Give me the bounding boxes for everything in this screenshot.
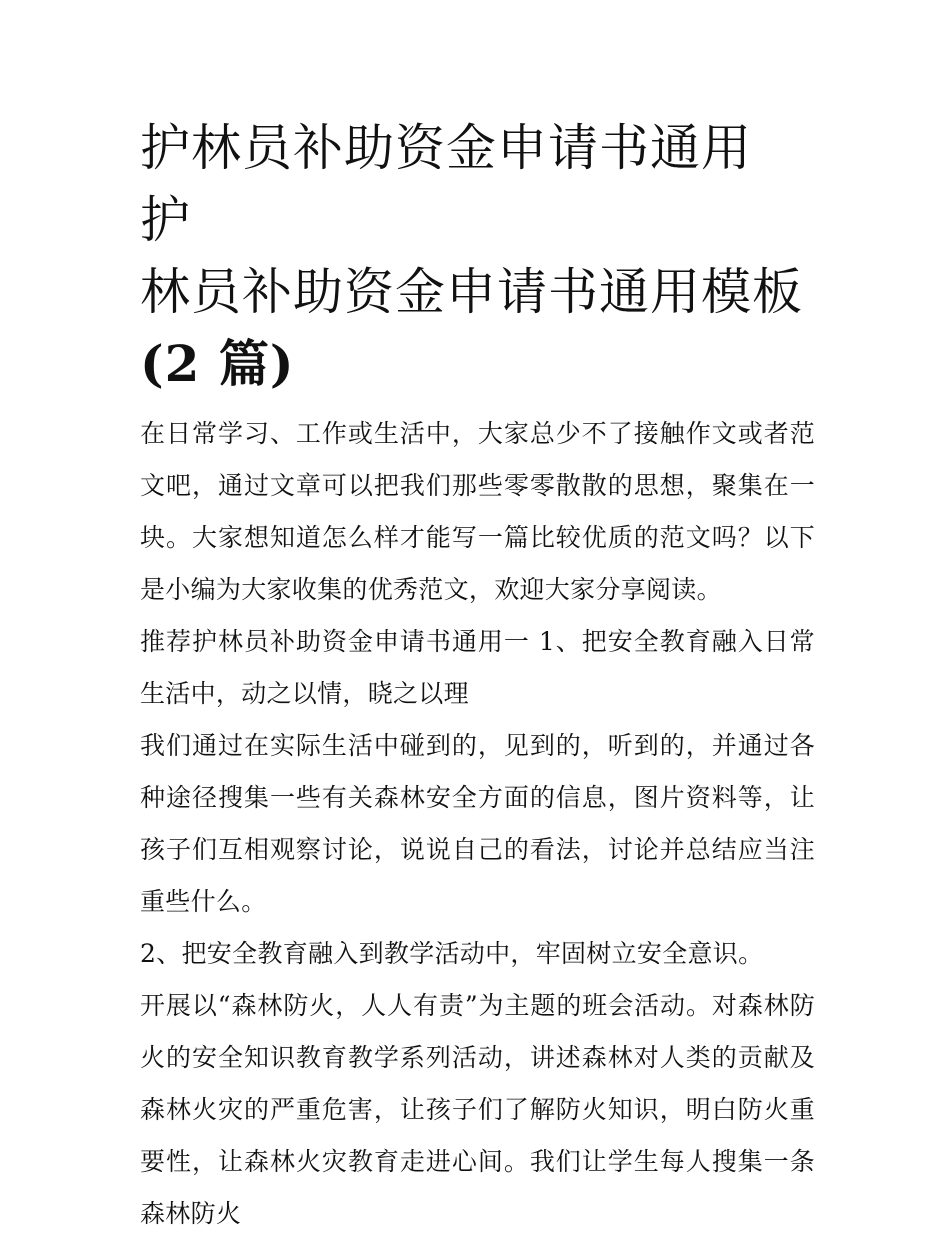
title-line-3: (2 篇) <box>140 334 295 393</box>
document-title <box>140 112 815 400</box>
paragraph-activities: 开展以“森林防火，人人有责”为主题的班会活动。对森林防火的安全知识教育教学系列活动，讲述森林对人类的贡献及森林火灾的严重危害，让孩子们了解防火知识，明白防火重要性，让森林火灾教育走进心间。我们让学生每人搜集一条森林防火 <box>140 991 815 1228</box>
paragraph-recommend-1: 推荐护林员补助资金申请书通用一 1、把安全教育融入日常生活中，动之以情，晓之以理 <box>140 627 815 708</box>
paragraph-point-2: 2、把安全教育融入到教学活动中，牢固树立安全意识。 <box>140 939 764 968</box>
title-line-2: 林员补助资金申请书通用模板 <box>140 263 803 321</box>
title-line-1: 护林员补助资金申请书通用 护 <box>140 119 752 249</box>
document-body <box>140 112 815 1240</box>
paragraph-intro: 在日常学习、工作或生活中，大家总少不了接触作文或者范文吧，通过文章可以把我们那些零零散散的思想，聚集在一块。大家想知道怎么样才能写一篇比较优质的范文吗？以下是小编为大家收集的优秀范文，欢迎大家分享阅读。 <box>140 419 815 604</box>
paragraph-daily-life: 我们通过在实际生活中碰到的，见到的，听到的，并通过各种途径搜集一些有关森林安全方面的信息，图片资料等，让孩子们互相观察讨论，说说自己的看法，讨论并总结应当注重些什么。 <box>140 731 815 916</box>
